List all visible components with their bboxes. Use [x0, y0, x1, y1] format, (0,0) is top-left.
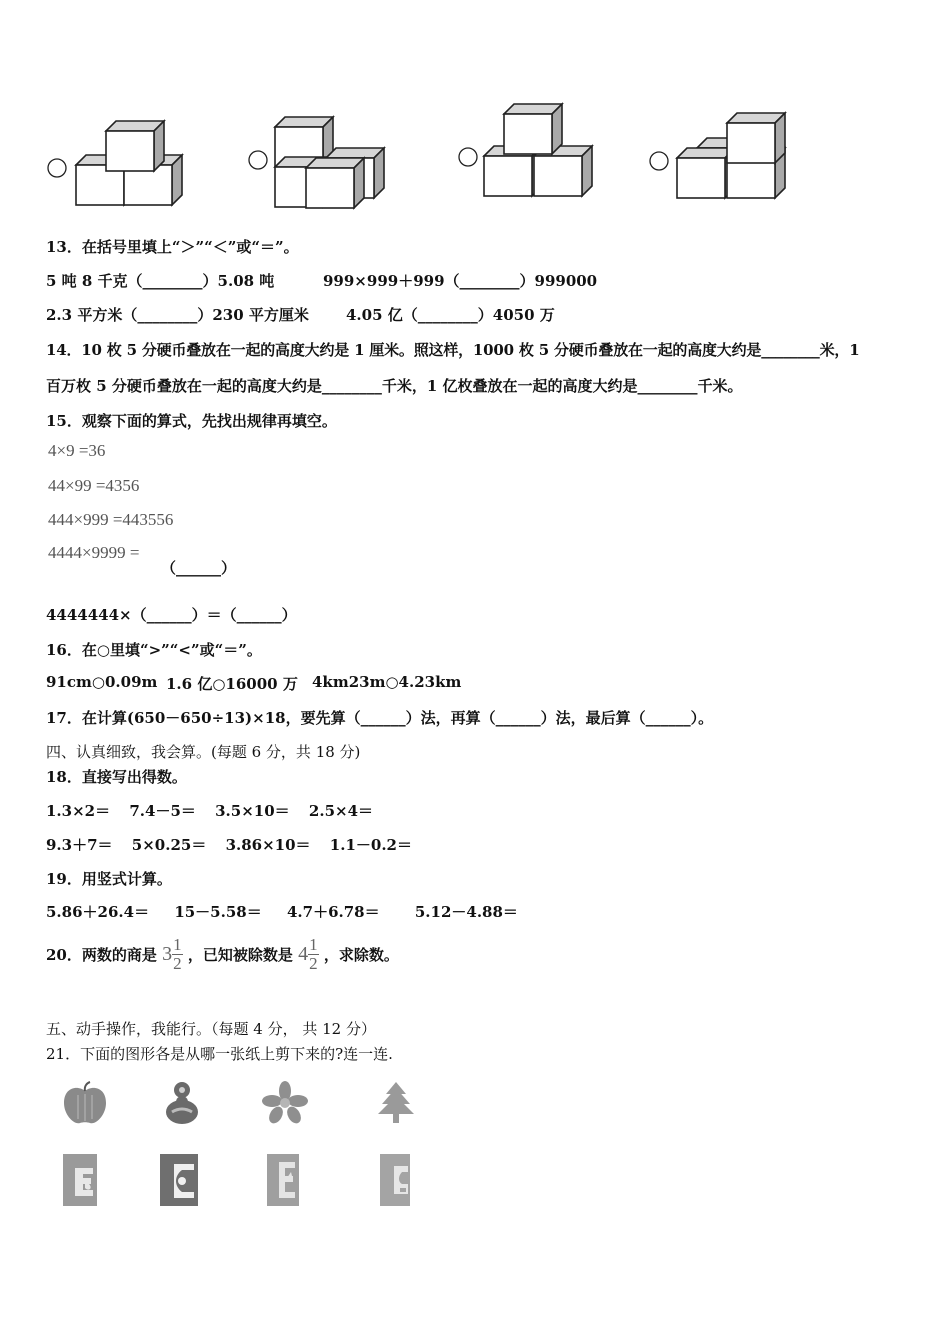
q15-title: 15．观察下面的算式，先找出规律再填空。	[46, 412, 337, 430]
paper-cutout-2-icon	[160, 1154, 198, 1206]
q20-fraction-1	[162, 936, 183, 973]
q18-item: 2.5×4＝	[308, 802, 374, 820]
q19-items	[46, 901, 518, 922]
q19-item: 4.7＋6.78＝	[286, 903, 380, 921]
apple-shape-icon	[60, 1081, 110, 1127]
flower-shape-icon	[262, 1081, 308, 1125]
q17-text: 17．在计算(650－650÷13)×18，要先算（______）法，再算（______）法，最后算（______）。	[46, 709, 714, 727]
q16-b: 1.6 亿○16000 万	[166, 675, 298, 693]
q13-row2b: 4.05 亿（________）4050 万	[346, 306, 555, 324]
frac-whole: 3	[162, 943, 173, 965]
gourd-shape-icon	[160, 1078, 204, 1126]
q19-item: 5.12－4.88＝	[414, 903, 518, 921]
q20-text	[46, 936, 399, 973]
cube-figures	[0, 0, 950, 220]
tree-shape-icon	[376, 1080, 416, 1126]
q20-fraction-2	[298, 936, 319, 973]
q16-c: 4km23m○4.23km	[312, 673, 462, 691]
q19-title: 19．用竖式计算。	[46, 870, 172, 888]
cube-figure-4	[650, 113, 785, 198]
q15-eq5: 4444444×（______）＝（______）	[46, 606, 297, 624]
q18-row2	[46, 834, 412, 855]
frac-num: 1	[309, 935, 318, 954]
q13-row1b: 999×999＋999（________）999000	[323, 272, 598, 290]
q15-eq4-blank: （______）	[161, 559, 237, 577]
section4-title: 四、认真细致，我会算。(每题 6 分，共 18 分)	[46, 743, 361, 761]
q20-part2: ，已知被除数是	[187, 946, 293, 964]
q15-eq4: 4444×9999 =	[48, 543, 140, 562]
paper-cutout-4-icon	[380, 1154, 410, 1206]
q13-row2a: 2.3 平方米（________）230 平方厘米	[46, 306, 309, 324]
q18-item: 5×0.25＝	[131, 836, 207, 854]
q14-line1: 14．10 枚 5 分硬币叠放在一起的高度大约是 1 厘米。照这样，1000 枚 5 分硬币叠放在一起的高度大约是________米，1	[46, 341, 860, 359]
q13-title: 13．在括号里填上“＞”“＜”或“＝”。	[46, 238, 299, 256]
section5-title: 五、动手操作，我能行。（每题 4 分， 共 12 分）	[46, 1020, 376, 1038]
q16-a: 91cm○0.09m	[46, 673, 158, 691]
q15-eq1: 4×9 =36	[48, 441, 106, 460]
q13-row1a: 5 吨 8 千克（________）5.08 吨	[46, 272, 275, 290]
frac-whole: 4	[298, 943, 309, 965]
q21-title: 21．下面的图形各是从哪一张纸上剪下来的?连一连.	[46, 1045, 393, 1063]
q18-title: 18．直接写出得数。	[46, 768, 187, 786]
q18-item: 3.86×10＝	[225, 836, 311, 854]
cube-figure-2	[249, 117, 384, 208]
q18-item: 9.3＋7＝	[46, 836, 113, 854]
q15-eq3: 444×999 =443556	[48, 510, 174, 529]
q20-part3: ，求除数。	[323, 946, 399, 964]
paper-cutout-1-icon	[63, 1154, 97, 1206]
cube-figure-3	[459, 104, 592, 196]
q14-line2: 百万枚 5 分硬币叠放在一起的高度大约是________千米，1 亿枚叠放在一起的高度大约是________千米。	[46, 377, 743, 395]
frac-den: 2	[173, 954, 182, 973]
frac-den: 2	[309, 954, 318, 973]
cube-figure-1	[48, 121, 182, 205]
q18-item: 1.3×2＝	[46, 802, 111, 820]
q19-item: 15－5.58＝	[174, 903, 262, 921]
frac-num: 1	[173, 935, 182, 954]
q18-item: 3.5×10＝	[215, 802, 290, 820]
q20-part1: 20．两数的商是	[46, 946, 157, 964]
q18-item: 7.4－5＝	[129, 802, 196, 820]
paper-cutout-3-icon	[267, 1154, 299, 1206]
q18-row1	[46, 800, 373, 821]
q19-item: 5.86＋26.4＝	[46, 903, 150, 921]
q15-eq2: 44×99 =4356	[48, 476, 140, 495]
q18-item: 1.1－0.2＝	[329, 836, 412, 854]
q16-title: 16．在○里填“>”“<”或“＝”。	[46, 641, 262, 659]
